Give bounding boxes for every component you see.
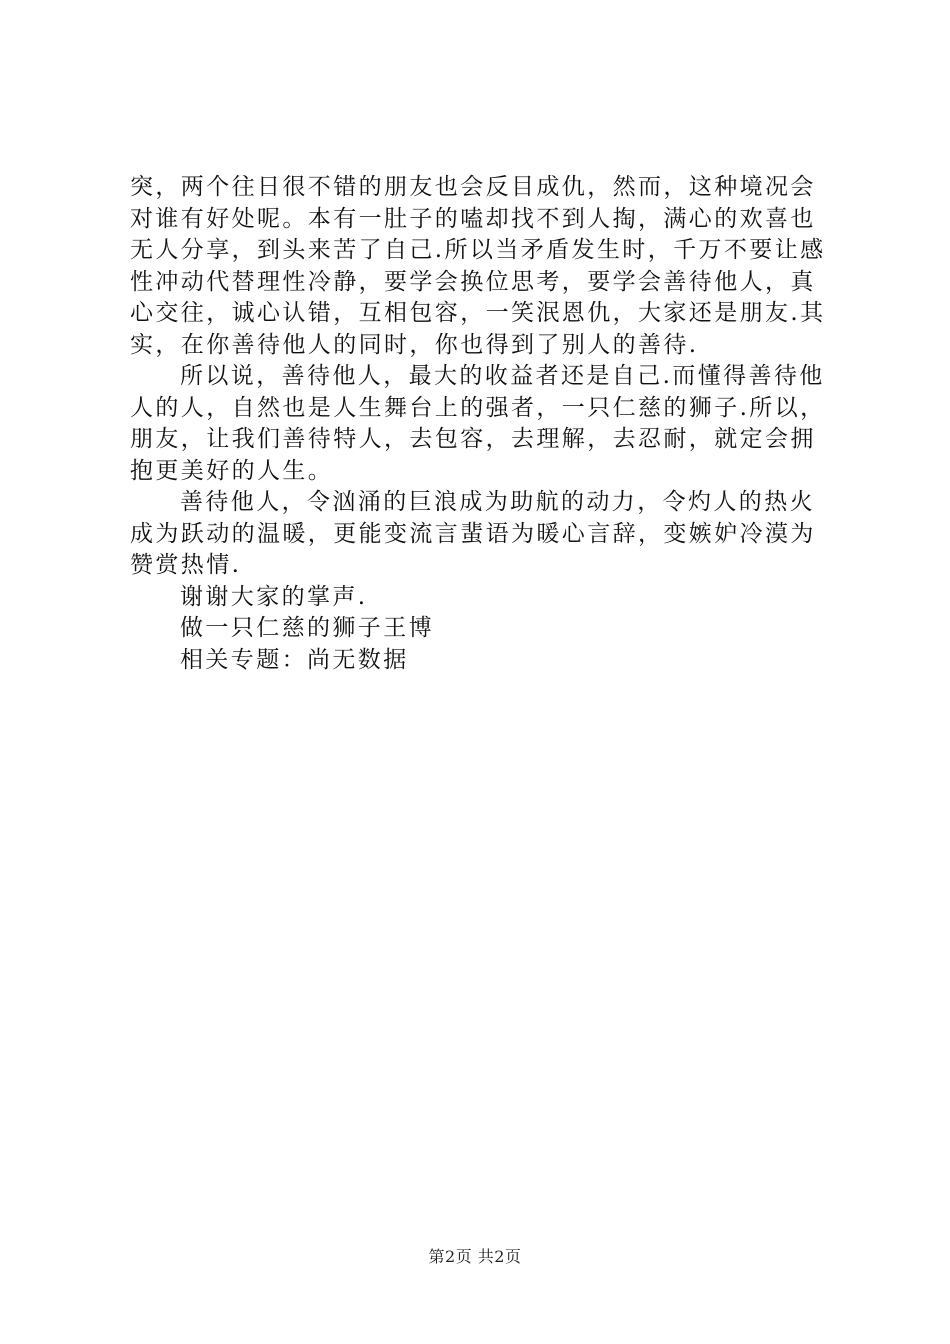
text-line: 实，在你善待他人的同时，你也得到了别人的善待.: [130, 331, 699, 358]
article-title-author: 做一只仁慈的狮子王博: [180, 615, 434, 641]
paragraph-start-line: 所以说，善待他人，最大的收益者还是自己.而懂得善待他: [180, 363, 825, 389]
related-topics: 相关专题：尚无数据: [180, 646, 409, 673]
paragraph-start-line: 善待他人，令汹涌的巨浪成为助航的动力，令灼人的热火: [180, 489, 815, 515]
text-line: 成为跃动的温暖，更能变流言蜚语为暖心言辞，变嫉妒冷漠为: [130, 520, 816, 547]
text-line: 性冲动代替理性冷静，要学会换位思考，要学会善待他人，真: [130, 268, 816, 295]
page-number: 第2页 共2页: [428, 1247, 522, 1266]
document-body: [130, 172, 835, 676]
text-line: 朋友，让我们善待特人，去包容，去理解，去忍耐，就定会拥: [130, 426, 816, 452]
text-line: 对谁有好处呢。本有一肚子的嗑却找不到人掏，满心的欢喜也: [130, 205, 816, 232]
closing-thanks: 谢谢大家的掌声.: [180, 583, 368, 610]
text-line: 无人分享，到头来苦了自己.所以当矛盾发生时，千万不要让感: [130, 237, 826, 263]
text-line: 心交往，诚心认错，互相包容，一笑泯恩仇，大家还是朋友.其: [130, 300, 826, 326]
text-line: 抱更美好的人生。: [130, 457, 334, 484]
text-line: 突，两个往日很不错的朋友也会反目成仇，然而，这种境况会: [130, 174, 816, 200]
text-line: 赞赏热情.: [130, 552, 242, 578]
text-line: 人的人，自然也是人生舞台上的强者，一只仁慈的狮子.所以，: [130, 394, 826, 421]
